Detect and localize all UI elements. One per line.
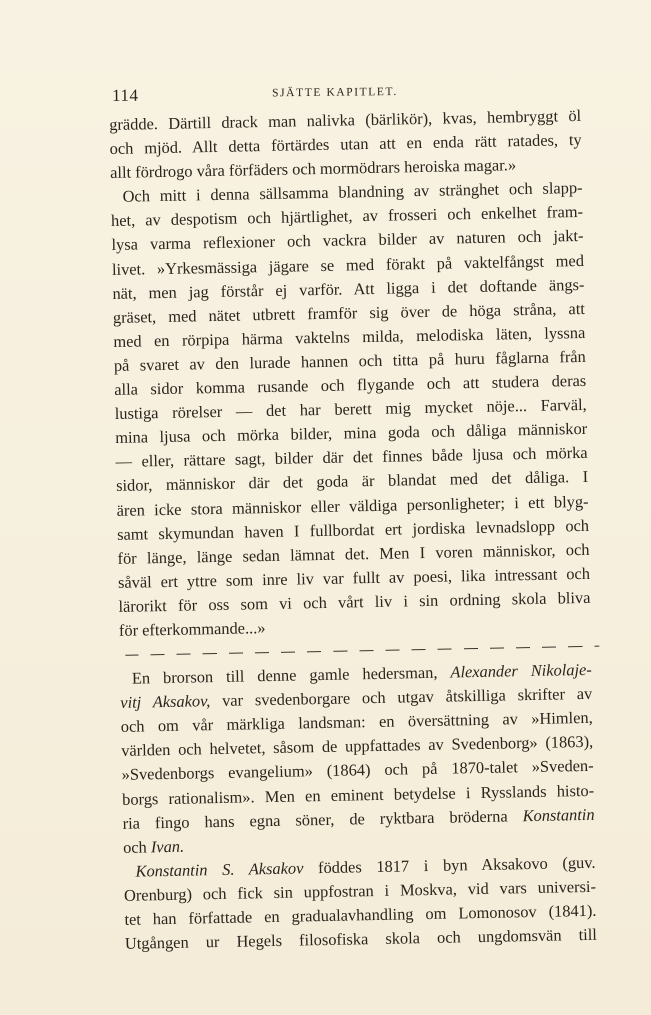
text-line: livet. »Yrkesmässiga jägare se med förakt på vaktelfångst med [111,250,585,279]
person-name: Alexander Nikolaje- [450,659,592,682]
text-line: tet han författade en gradualavhandling om Lomonosov (1841). [124,900,597,929]
text-line: allt fördrogo våra förfäders och mormödrars heroiska magar.» [109,155,517,183]
text-line: med en rörpipa härma vaktelns milda, melodiska läten, lyssna [113,322,586,351]
text-line: världen och helvetet, såsom de uppfattades av Svedenborg» (1863), [121,732,594,761]
text-line: och Ivan. [122,836,185,857]
text-line: och om vår märkliga landsman: en översättning av »Himlen, [120,708,593,737]
text-line: grädde. Därtill drack man nalivka (bärlikör), kvas, hembryggt öl [109,105,582,134]
text-line: och mjöd. Allt detta förtärdes utan att en enda rätt ratades, ty [109,130,582,159]
text-line: ären icke stora människor eller väldiga personligheter; i ett blyg- [116,491,589,520]
text-line: lustiga rörelser — det har berett mig mycket nöje... Farväl, [114,395,587,424]
text-line: Orenburg) och fick sin uppfostran i Moskva, vid vars universi- [123,876,597,905]
text-line: mina ljusa och mörka bilder, mina goda och dåliga människor [115,419,588,448]
text-line: Utgången ur Hegels filosofiska skola och ungdomsvän till [124,924,598,953]
text-line: för efterkommande...» [118,618,266,640]
text-line: Och mitt i denna sällsamma blandning av stränghet och slapp- [122,178,583,207]
person-name: vitj Aksakov, [120,691,211,713]
text-line: »Svedenborgs evangelium» (1864) och på 1870-talet »Sveden- [121,756,594,785]
text-line: En brorson till denne gamle hedersman, Alexander Nikolaje- [131,659,592,688]
text-line: ria fingo hans egna söner, de ryktbara bröderna Konstantin [122,804,595,833]
text-line: för länge, länge sedan lämnat det. Men I voren människor, och [117,539,590,568]
page-header [112,81,582,108]
text-line: — eller, rättare sagt, bilder där det finnes både ljusa och mörka [115,443,588,472]
page-body [109,104,597,956]
text-line: samt skymundan haven I fullbordat ert jordiska levnadslopp och [116,515,590,544]
paragraph-alexander [120,658,596,860]
text-line: borgs rationalism». Men en eminent betydelse i Rysslands histo- [121,780,595,809]
text-line: gräset, med nätet utbrett framför sig över de höga stråna, att [112,298,586,327]
page-number: 114 [112,85,139,105]
text-line: nät, men jag förstår ej varför. Att ligga i det doftande ängs- [112,274,585,303]
text-line: lärorikt för oss som vi och vårt liv i sin ordning skola bliva [118,587,591,616]
person-name: Konstantin S. Aksakov [135,858,304,881]
text-line: Konstantin S. Aksakov föddes 1817 i byn Aksakovo (guv. [135,852,596,881]
person-name: Konstantin [522,804,595,825]
text-line: het, av despotism och hjärtlighet, av frosseri och enkelhet fram- [110,202,584,231]
text-line: vitj Aksakov, var svedenborgare och utgav åtskilliga skrifter av [120,683,593,713]
text-line: på svaret av den lurade hannen och titta på huru fåglarna från [113,346,586,375]
paragraph-quote [109,104,591,643]
running-head: SJÄTTE KAPITLET. [272,86,398,100]
text-line: lysa varma reflexioner och vackra bilder av naturen och jakt- [111,226,584,255]
text-line: sidor, människor där det goda är blandat med det dåliga. I [115,467,589,496]
paragraph-konstantin [123,851,597,956]
text-line: alla sidor komma rusande och flygande och att studera deras [114,370,587,399]
text-line: såväl ert yttre som inre liv var fullt av poesi, lika intressant och [117,563,591,592]
person-name: Ivan. [150,836,185,857]
